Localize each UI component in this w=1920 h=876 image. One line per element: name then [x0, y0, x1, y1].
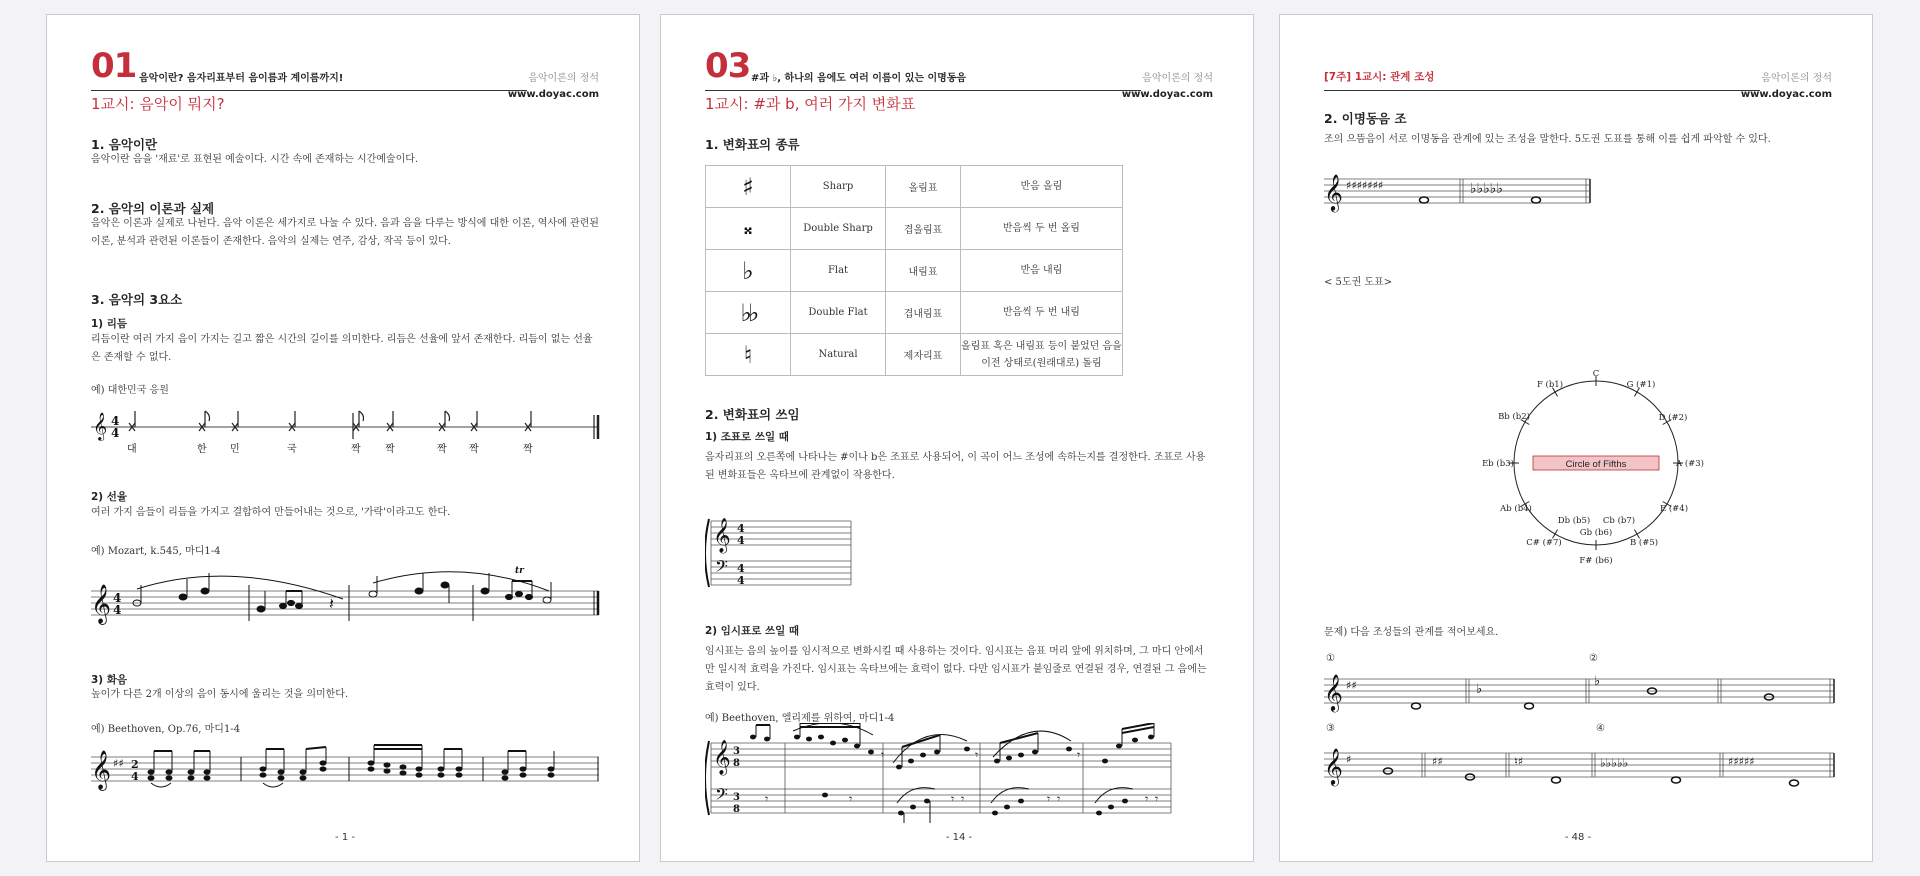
svg-text:♯♯♯♯♯: ♯♯♯♯♯ [1728, 755, 1755, 768]
svg-text:♯♯♯♯♯♯♯: ♯♯♯♯♯♯♯ [1346, 179, 1384, 192]
key-label: Gb (b6) [1579, 528, 1613, 538]
lesson-title: 1교시: #과 b, 여러 가지 변화표 [705, 95, 916, 113]
example-label: 예) Beethoven, Op.76, 마디1-4 [91, 724, 241, 735]
sharp-icon: ♯ [706, 166, 791, 208]
svg-text:𝄾: 𝄾 [1155, 792, 1159, 806]
svg-text:𝄾: 𝄾 [1047, 792, 1051, 806]
accidentals-table [705, 165, 1123, 376]
svg-text:𝄢: 𝄢 [715, 784, 728, 808]
svg-text:𝄾: 𝄾 [1145, 792, 1149, 806]
section-title: 1. 변화표의 종류 [705, 137, 800, 152]
circle-label: Circle of Fifths [1565, 459, 1627, 470]
key-label: F# (b6) [1579, 556, 1613, 566]
key-label: Db (b5) [1557, 516, 1591, 526]
lyric: 짝 [351, 444, 361, 455]
natural-icon: ♮ [706, 334, 791, 376]
table-cell: Flat [791, 250, 886, 292]
svg-text:4: 4 [131, 770, 139, 783]
example-label: 예) Mozart, k.545, 마디1-4 [91, 546, 221, 557]
table-cell: 내림표 [886, 250, 961, 292]
page-number: - 14 - [945, 832, 973, 843]
subsection-text: 높이가 다른 2개 이상의 음이 동시에 울리는 것을 의미한다. [91, 689, 349, 700]
svg-text:4: 4 [737, 562, 745, 575]
section-text: 음악이란 음을 '재료'로 표현된 예술이다. 시간 속에 존재하는 시간예술이다. [91, 154, 419, 165]
flat-icon: ♭ [706, 250, 791, 292]
key-label: Eb (b3) [1482, 459, 1514, 469]
subsection-text: 음자리표의 오른쪽에 나타나는 #이나 b은 조표로 사용되어, 이 곡이 어느 조성에 속하는지를 결정한다. 조표로 사용된 변화표들은 옥타브에 관계없이 작용한다. [705, 452, 1206, 481]
table-cell: Sharp [791, 166, 886, 208]
svg-text:♭♭♭♭♭: ♭♭♭♭♭ [1600, 756, 1629, 770]
header-brand: 음악이론의 정석 [1142, 73, 1213, 84]
chart-caption: < 5도권 도표> [1324, 277, 1393, 288]
page-header [91, 35, 599, 100]
section-text: 음악은 이론과 실제로 나뉜다. 음악 이론은 세가지로 나눌 수 있다. 음과 음을 다루는 방식에 대한 이론, 역사에 관련된 이론, 분석과 관련된 이론들이 존재한다. 음악의 실제는 연주, 감상, 작곡 등이 있다. [91, 218, 599, 247]
svg-text:3: 3 [733, 746, 740, 757]
example-label: 예) 대한민국 응원 [91, 385, 169, 396]
question-text: 문제) 다음 조성들의 관계를 적어보세요. [1324, 627, 1499, 638]
header-rule [705, 90, 1141, 91]
svg-text:♭: ♭ [1476, 682, 1483, 697]
svg-text:𝄞: 𝄞 [91, 750, 112, 790]
svg-text:𝄞: 𝄞 [1324, 673, 1343, 711]
section-title: 1. 음악이란 [91, 137, 158, 152]
chapter-title: 음악이란? 음자리표부터 음이름과 계이름까지! [139, 73, 344, 84]
marker: ① [1326, 653, 1335, 664]
svg-text:♯♯: ♯♯ [113, 757, 124, 770]
lyric: 짝 [469, 444, 479, 455]
double-sharp-icon: 𝄪 [706, 208, 791, 250]
svg-text:4: 4 [737, 522, 745, 535]
section-title: 2. 변화표의 쓰임 [705, 407, 800, 422]
header-url[interactable]: www.doyac.com [1121, 89, 1213, 100]
key-signature-score [705, 505, 855, 595]
svg-text:𝄞: 𝄞 [713, 740, 731, 775]
key-label: C# (#7) [1526, 538, 1562, 548]
table-row [706, 250, 1123, 292]
subsection-text: 리듬이란 여러 가지 음이 가지는 길고 짧은 시간의 길이를 의미한다. 리듬은 선율에 앞서 존재한다. 리듬이 없는 선율은 존재할 수 없다. [91, 334, 593, 363]
lyric: 국 [287, 444, 297, 455]
chapter-number: 03 [705, 46, 751, 86]
key-label: D (#2) [1658, 413, 1688, 423]
table-cell: 겹올림표 [886, 208, 961, 250]
table-row [706, 208, 1123, 250]
svg-text:8: 8 [733, 758, 740, 769]
svg-text:𝄞: 𝄞 [93, 412, 108, 440]
section-text: 조의 으뜸음이 서로 이명동음 관계에 있는 조성을 말한다. 5도권 도표를 통해 이를 쉽게 파악할 수 있다. [1324, 134, 1771, 145]
header-url[interactable]: www.doyac.com [507, 89, 599, 100]
svg-text:3: 3 [733, 792, 740, 803]
svg-text:𝄽: 𝄽 [329, 594, 334, 613]
svg-text:𝄞: 𝄞 [1324, 747, 1343, 785]
marker: ③ [1326, 723, 1335, 734]
page-number: - 48 - [1564, 832, 1592, 843]
svg-text:8: 8 [733, 804, 740, 815]
svg-text:𝄞: 𝄞 [91, 584, 112, 624]
svg-text:♮♯: ♮♯ [1514, 755, 1524, 768]
svg-text:𝄾: 𝄾 [1057, 792, 1061, 806]
desc-line: 이전 상태로(원래대로) 돌림 [981, 357, 1102, 369]
svg-text:𝄢: 𝄢 [715, 556, 728, 580]
svg-text:♯♯: ♯♯ [1432, 755, 1443, 768]
lyric: 대 [127, 444, 137, 455]
svg-text:𝄾: 𝄾 [765, 792, 769, 806]
table-cell: Double Sharp [791, 208, 886, 250]
svg-text:♭♭♭♭♭: ♭♭♭♭♭ [1470, 181, 1504, 197]
svg-text:𝄾: 𝄾 [975, 748, 979, 762]
chapter-title: #과 ♭, 하나의 음에도 여러 이름이 있는 이명동음 [751, 73, 967, 84]
svg-text:4: 4 [113, 591, 122, 605]
key-label: C [1592, 369, 1600, 379]
svg-text:tr: tr [515, 566, 524, 576]
table-cell [961, 334, 1123, 376]
key-label: Ab (b4) [1500, 504, 1532, 514]
table-cell: Natural [791, 334, 886, 376]
svg-text:𝄾: 𝄾 [849, 792, 853, 806]
svg-text:♯♯: ♯♯ [1346, 679, 1357, 692]
table-cell: 반음씩 두 번 올림 [961, 208, 1123, 250]
key-label: B (#5) [1629, 538, 1659, 548]
table-cell: 올림표 [886, 166, 961, 208]
marker: ④ [1596, 723, 1605, 734]
header-rule [1324, 90, 1760, 91]
subsection-title: 2) 선율 [91, 491, 128, 503]
lyric: 짝 [385, 444, 395, 455]
svg-text:4: 4 [737, 534, 745, 547]
svg-text:𝄞: 𝄞 [713, 518, 731, 553]
table-cell: 반음 내림 [961, 250, 1123, 292]
key-label: E (#4) [1659, 504, 1689, 514]
desc-line: 올림표 혹은 내림표 등이 붙었던 음을 [961, 340, 1122, 352]
svg-text:𝄾: 𝄾 [881, 748, 885, 762]
subsection-title: 1) 리듬 [91, 318, 128, 330]
table-row [706, 292, 1123, 334]
section-title: 2. 음악의 이론과 실제 [91, 201, 215, 216]
page-header [1324, 35, 1832, 100]
table-cell: Double Flat [791, 292, 886, 334]
chapter-number: 01 [91, 46, 137, 86]
subsection-text: 여러 가지 음들이 리듬을 가지고 결합하여 만들어내는 것으로, '가락'이라고도 한다. [91, 507, 451, 518]
lyric: 민 [230, 444, 240, 455]
exercise-score-1 [1324, 663, 1836, 713]
subsection-text: 임시표는 음의 높이를 임시적으로 변화시킬 때 사용하는 것이다. 임시표는 음표 머리 앞에 위치하며, 그 마디 안에서만 일시적 효력을 가진다. 임시표는 옥타브에는 효력이 없다. 다만 임시표가 붙임줄로 연결된 경우, 연결된 그 음에는 효력이 있다. [705, 646, 1207, 693]
double-flat-icon: ♭♭ [706, 292, 791, 334]
svg-text:𝄾: 𝄾 [951, 792, 955, 806]
key-label: A (#3) [1675, 459, 1705, 469]
header-brand: 음악이론의 정석 [528, 73, 599, 84]
lyric: 한 [197, 444, 207, 455]
table-row [706, 166, 1123, 208]
subsection-title: 3) 화음 [91, 674, 128, 686]
svg-text:𝄾: 𝄾 [961, 792, 965, 806]
svg-text:4: 4 [111, 414, 120, 428]
document-page-1 [46, 14, 640, 862]
header-rule [91, 90, 527, 91]
fur-elise-score [705, 723, 1175, 823]
table-cell: 반음씩 두 번 내림 [961, 292, 1123, 334]
circle-of-fifths [1476, 351, 1716, 581]
melody-score [91, 563, 601, 625]
exercise-score-2 [1324, 737, 1836, 793]
chapter-tag: [7주] 1교시: 관계 조성 [1324, 71, 1435, 83]
key-label: Cb (b7) [1602, 516, 1636, 526]
svg-text:4: 4 [737, 574, 745, 587]
example-label: 예) Beethoven, 엘리제를 위하여, 마디1-4 [705, 713, 895, 724]
section-title: 2. 이명동음 조 [1324, 111, 1407, 126]
table-row [706, 334, 1123, 376]
svg-text:♯: ♯ [1346, 753, 1352, 766]
document-page-48 [1279, 14, 1873, 862]
document-page-14 [660, 14, 1254, 862]
svg-text:2: 2 [131, 758, 139, 771]
lesson-title: 1교시: 음악이 뭐지? [91, 95, 225, 113]
section-title: 3. 음악의 3요소 [91, 292, 183, 307]
key-label: Bb (b2) [1498, 412, 1530, 422]
marker: ② [1589, 653, 1598, 664]
lyric: 짝 [437, 444, 447, 455]
subsection-title: 2) 임시표로 쓰일 때 [705, 625, 800, 637]
key-label: G (#1) [1626, 380, 1656, 390]
lyric: 짝 [523, 444, 533, 455]
rhythm-score [91, 407, 601, 459]
page-header [705, 35, 1213, 100]
header-brand: 음악이론의 정석 [1761, 73, 1832, 84]
svg-text:𝄾: 𝄾 [1077, 748, 1081, 762]
header-url[interactable]: www.doyac.com [1740, 89, 1832, 100]
key-label: F (b1) [1536, 380, 1564, 390]
table-cell: 겹내림표 [886, 292, 961, 334]
svg-text:4: 4 [113, 603, 122, 617]
harmony-score [91, 743, 601, 795]
svg-text:𝄞: 𝄞 [1324, 173, 1343, 211]
table-cell: 제자리표 [886, 334, 961, 376]
enharmonic-keys-score [1324, 163, 1594, 213]
subsection-title: 1) 조표로 쓰일 때 [705, 431, 789, 443]
table-cell: 반음 올림 [961, 166, 1123, 208]
svg-text:♭: ♭ [1594, 674, 1601, 689]
page-number: - 1 - [335, 832, 355, 843]
svg-text:4: 4 [111, 426, 120, 440]
